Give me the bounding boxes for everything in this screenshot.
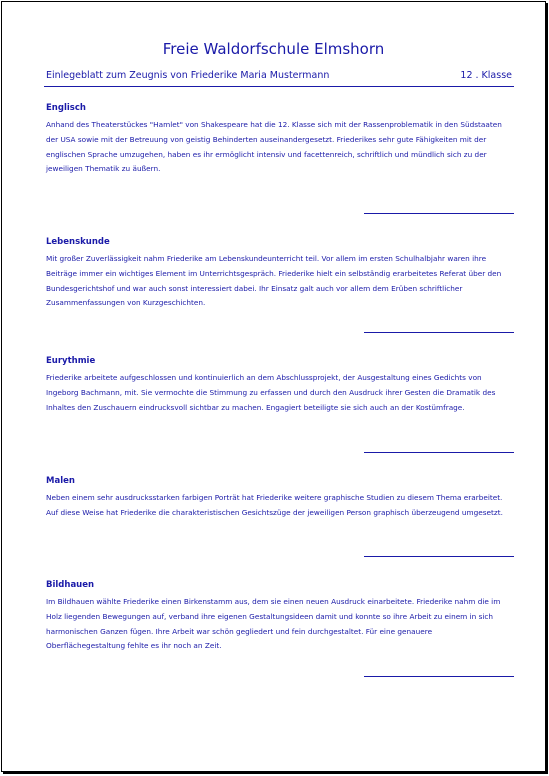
- section-lebenskunde: [46, 237, 508, 311]
- signature-line: [364, 676, 514, 677]
- section-text: Anhand des Theaterstückes "Hamlet" von Shakespeare hat die 12. Klasse sich mit der Rassenproblematik in den Südstaaten der USA sowie mit der Betreuung von geistig Behinderten auseinandergesetzt. Friederikes sehr gute Fähigkeiten mit der englischen Sprache umzugehen, haben es ihr ermöglicht intensiv und facettenreich, schriftlich und mündlich sich zu der jeweiligen Thematik zu äußern.: [46, 120, 502, 174]
- section-bildhauen: [46, 580, 508, 654]
- section-eurythmie: [46, 356, 508, 415]
- section-englisch: [46, 103, 508, 177]
- grade-label: 12 . Klasse: [460, 70, 512, 81]
- section-text: Im Bildhauen wählte Friederike einen Birkenstamm aus, dem sie einen neuen Ausdruck einarbeitete. Friederike nahm die im Holz liegenden Bewegungen auf, verband ihre eigenen Gestaltungsideen damit und konnte so ihre Arbeit zu einem in sich harmonischen Ganzen fügen. Ihre Arbeit war schön gegliedert und fein durchgestaltet. Für eine genauere Oberflächegestaltung fehlte es ihr noch an Zeit.: [46, 597, 501, 651]
- report-page: [1, 1, 546, 772]
- section-text: Neben einem sehr ausdrucksstarken farbigen Porträt hat Friederike weitere graphische Studien zu diesem Thema erarbeitet. Auf diese Weise hat Friederike die charakteristischen Gesichtszüge der jeweiligen Person graphisch überzeugend umgesetzt.: [46, 493, 503, 517]
- school-title: Freie Waldorfschule Elmshorn: [162, 40, 385, 58]
- signature-line: [364, 556, 514, 557]
- section-heading: Eurythmie: [46, 356, 96, 366]
- signature-line: [364, 332, 514, 333]
- section-heading: Lebenskunde: [46, 237, 110, 247]
- section-text: Mit großer Zuverlässigkeit nahm Friederike am Lebenskundeunterricht teil. Vor allem im ersten Schulhalbjahr waren ihre Beiträge immer ein wichtiges Element im Unterrichtsgespräch. Friederike hielt ein selbständig erarbeitetes Referat über den Bundesgerichtshof und war auch sonst interessiert dabei. Ihr Einsatz galt auch vor allem dem Erüben schriftlicher Zusammenfassungen von Kurzgeschichten.: [46, 254, 502, 308]
- section-heading: Bildhauen: [46, 580, 95, 590]
- report-subtitle: Einlegeblatt zum Zeugnis von Friederike Maria Mustermann: [46, 70, 330, 81]
- header-divider: [44, 86, 514, 87]
- section-heading: Englisch: [46, 103, 86, 113]
- signature-line: [364, 452, 514, 453]
- section-malen: [46, 476, 508, 521]
- section-heading: Malen: [46, 476, 75, 486]
- section-text: Friederike arbeitete aufgeschlossen und kontinuierlich an dem Abschlussprojekt, der Ausgestaltung eines Gedichts von Ingeborg Bachmann, mit. Sie vermochte die Stimmung zu erfassen und durch den Ausdruck ihrer Gesten die Dramatik des Inhaltes den Zuschauern eindrucksvoll sichtbar zu machen. Engagiert beteiligte sie sich auch an der Kostümfrage.: [46, 373, 496, 412]
- signature-line: [364, 213, 514, 214]
